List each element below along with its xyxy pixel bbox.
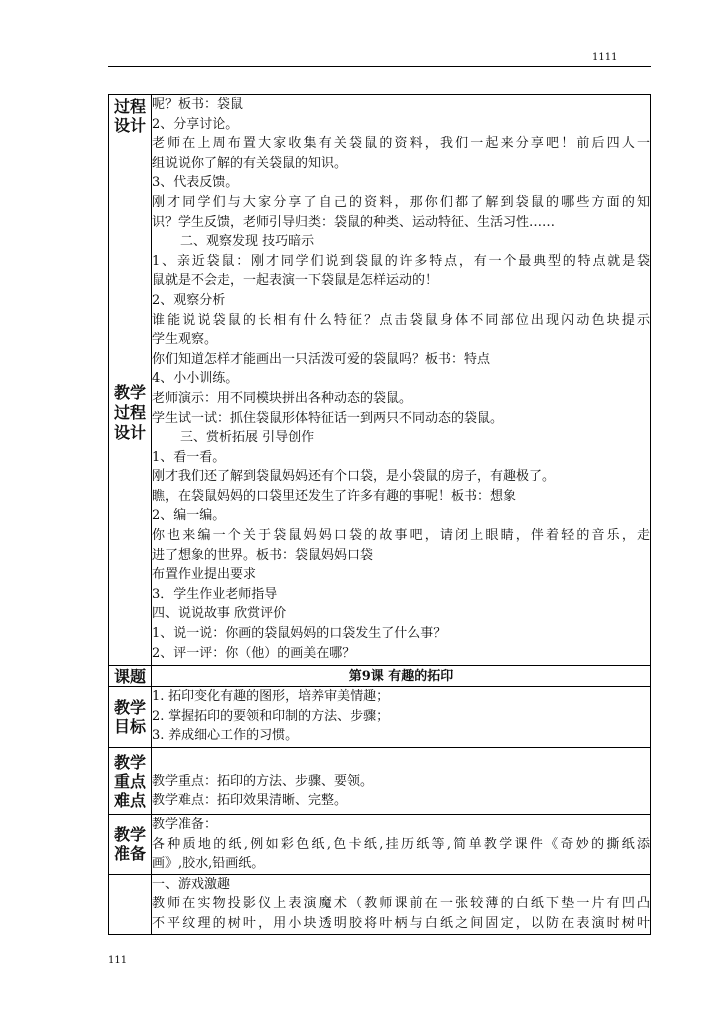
process-line: 呢？板书：袋鼠: [152, 97, 244, 112]
process-line: 四、说说故事 欣赏评价: [152, 606, 287, 622]
game-intro-line: 一、游戏激趣: [152, 876, 231, 892]
key-points-label-cell: [109, 748, 152, 815]
objectives-content-cell: [152, 687, 651, 748]
process-line: 老师在上周布置大家收集有关袋鼠的资料，我们一起来分享吧！前后四人一: [152, 136, 650, 152]
process-line: 3．学生作业老师指导: [152, 586, 278, 602]
preparation-line: 画》,胶水,铅画纸。: [152, 856, 265, 872]
lesson-title: 第9课 有趣的拓印: [152, 666, 651, 687]
process-line: 瞧，在袋鼠妈妈的口袋里还发生了许多有趣的事呢！板书：想象: [152, 488, 517, 504]
key-points-content-cell: [152, 748, 651, 815]
lesson-plan-table: [108, 94, 651, 935]
preparation-row: [109, 815, 651, 875]
objectives-label-1: 教学: [113, 698, 146, 717]
process-line: 1、说一说：你画的袋鼠妈妈的口袋发生了什么事？: [152, 626, 447, 642]
game-intro-line: 教师在实物投影仪上表演魔术（教师课前在一张较薄的白纸下垫一片有凹凸: [152, 896, 650, 912]
process-line: 你们知道怎样才能画出一只活泼可爱的袋鼠吗？板书：特点: [152, 351, 491, 367]
preparation-content-cell: [152, 815, 651, 875]
preparation-label-2: 准备: [113, 844, 146, 864]
footer-page-number: 111: [108, 955, 128, 966]
game-intro-line: 不平纹理的树叶，用小块透明胶将叶柄与白纸之间固定，以防在表演时树叶: [152, 915, 650, 931]
process-label-top-2: 设计: [113, 116, 146, 135]
process-line: 老师演示：用不同模块拼出各种动态的袋鼠。: [152, 390, 413, 406]
process-label-mid-3: 设计: [113, 423, 146, 442]
objectives-label-cell: [109, 687, 152, 748]
process-line: 谁能说说袋鼠的长相有什么特征？点击袋鼠身体不同部位出现闪动色块提示: [152, 312, 650, 328]
difficult-point-line: 教学难点：拓印效果清晰、完整。: [152, 793, 348, 809]
preparation-label-1: 教学: [113, 825, 146, 845]
objective-item: 3. 养成细心工作的习惯。: [152, 728, 299, 744]
objective-item: 1. 拓印变化有趣的图形，培养审美情趣；: [152, 689, 390, 704]
process-row: [109, 95, 651, 666]
process-line: 2、评一评：你（他）的画美在哪？: [152, 645, 356, 661]
game-intro-row: [109, 874, 651, 934]
process-line: 4、小小训练。: [152, 371, 239, 387]
process-line: 刚才我们还了解到袋鼠妈妈还有个口袋，是小袋鼠的房子，有趣极了。: [152, 469, 556, 485]
topic-row: [109, 666, 651, 687]
process-line: 布置作业提出要求: [152, 567, 257, 583]
process-line: 1、看一看。: [152, 449, 226, 465]
process-line: 识？学生反馈，老师引导归类：袋鼠的种类、运动特征、生活习性……: [152, 214, 556, 230]
process-line: 刚才同学们与大家分享了自己的资料，那你们都了解到袋鼠的哪些方面的知: [152, 194, 650, 210]
process-section-heading: 二、观察发现 技巧暗示: [180, 234, 315, 250]
process-section-heading: 三、赏析拓展 引导创作: [180, 430, 315, 446]
objectives-row: [109, 687, 651, 748]
preparation-label-cell: [109, 815, 152, 875]
process-line: 1、亲近袋鼠：刚才同学们说到袋鼠的许多特点，有一个最典型的特点就是袋: [152, 253, 650, 269]
topic-label: 课题: [113, 666, 146, 686]
process-label-cell: [109, 95, 152, 666]
process-label-mid-1: 教学: [113, 383, 146, 402]
process-label-top-1: 过程: [113, 97, 146, 116]
key-points-label-2: 重点: [113, 771, 146, 791]
process-line: 2、编一编。: [152, 508, 226, 524]
process-line: 2、观察分析: [152, 292, 226, 308]
key-points-row: [109, 748, 651, 815]
process-line: 你也来编一个关于袋鼠妈妈口袋的故事吧，请闭上眼睛，伴着轻的音乐，走: [152, 528, 650, 544]
process-line: 组说说你了解的有关袋鼠的知识。: [152, 155, 348, 171]
process-line: 学生观察。: [152, 332, 218, 348]
preparation-line: 各种质地的纸,例如彩色纸,色卡纸,挂历纸等,简单教学课件《奇妙的撕纸添: [152, 836, 650, 852]
header-page-number: 1111: [592, 52, 618, 63]
objective-item: 2. 掌握拓印的要领和印制的方法、步骤；: [152, 708, 390, 724]
game-intro-content-cell: [152, 874, 651, 934]
process-line: 学生试一试：抓住袋鼠形体特征话一到两只不同动态的袋鼠。: [152, 410, 504, 426]
key-points-label-1: 教学: [113, 752, 146, 772]
game-intro-label-cell: [109, 874, 152, 934]
process-label-mid-2: 过程: [113, 403, 146, 422]
process-content-cell: [152, 95, 651, 666]
key-point-line: 教学重点：拓印的方法、步骤、要领。: [152, 773, 374, 789]
process-line: 3、代表反馈。: [152, 175, 239, 191]
topic-label-cell: [109, 666, 152, 687]
objectives-label-2: 目标: [113, 717, 146, 736]
key-points-label-3: 难点: [113, 790, 146, 810]
header-rule: [108, 66, 651, 67]
preparation-line: 教学准备：: [152, 817, 218, 832]
process-line: 鼠就是不会走，一起表演一下袋鼠是怎样运动的！: [152, 273, 439, 289]
process-line: 2、分享讨论。: [152, 116, 239, 132]
process-line: 进了想象的世界。板书：袋鼠妈妈口袋: [152, 547, 374, 563]
